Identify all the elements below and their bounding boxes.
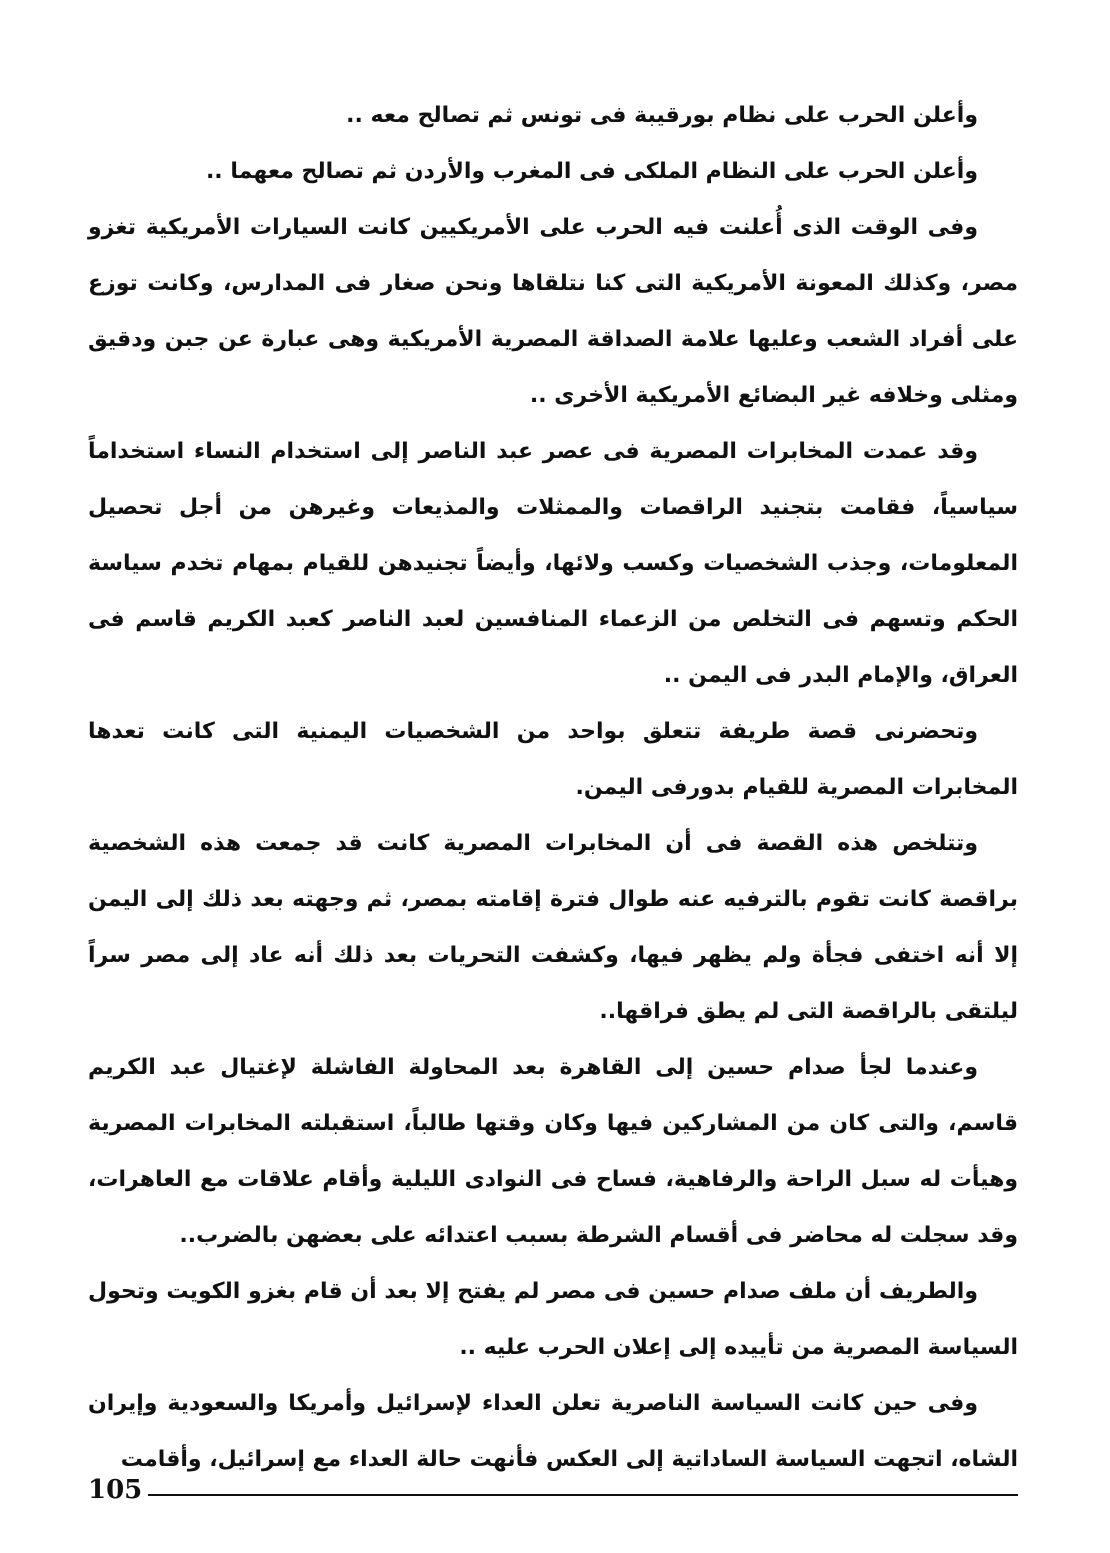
paragraph-5: وتحضرنى قصة طريفة تتعلق بواحد من الشخصيات اليمنية التى كانت تعدها المخابرات المصرية للقيام بدورفى اليمن.: [88, 719, 1018, 800]
paragraph-2: وأعلن الحرب على النظام الملكى فى المغرب والأردن ثم تصالح معهما ..: [205, 159, 978, 184]
text-block: [88, 88, 1018, 1488]
paragraph-6: وتتلخص هذه القصة فى أن المخابرات المصرية كانت قد جمعت هذه الشخصية براقصة كانت تقوم بالترفيه عنه طوال فترة إقامته بمصر، ثم وجهته بعد ذلك إلى اليمن إلا أنه اختفى فجأة ولم يظهر فيها، وكشفت التحريات بعد ذلك أنه عاد إلى مصر سراً ليلتقى بالراقصة التى لم يطق فراقها..: [88, 831, 1018, 1024]
paragraph-9: وفى حين كانت السياسة الناصرية تعلن العداء لإسرائيل وأمريكا والسعودية وإيران الشاه، اتجهت السياسة الساداتية إلى العكس فأنهت حالة العداء مع إسرائيل، وأقامت: [88, 1391, 1018, 1472]
paragraph-8: والطريف أن ملف صدام حسين فى مصر لم يفتح إلا بعد أن قام بغزو الكويت وتحول السياسة المصرية من تأييده إلى إعلان الحرب عليه ..: [88, 1279, 1018, 1360]
paragraph-1: وأعلن الحرب على نظام بورقيبة فى تونس ثم تصالح معه ..: [346, 103, 978, 128]
footer-rule: [148, 1494, 1018, 1496]
page-footer: [88, 1470, 1018, 1510]
page-number: 105: [88, 1475, 143, 1505]
paragraph-4: وقد عمدت المخابرات المصرية فى عصر عبد الناصر إلى استخدام النساء استخداماً سياسياً، فقامت بتجنيد الراقصات والممثلات والمذيعات وغيرهن من أجل تحصيل المعلومات، وجذب الشخصيات وكسب ولائها، وأيضاً تجنيدهن للقيام بمهام تخدم سياسة الحكم وتسهم فى التخلص من الزعماء المنافسين لعبد الناصر كعبد الكريم قاسم فى العراق، والإمام البدر فى اليمن ..: [88, 439, 1018, 688]
paragraph-7: وعندما لجأ صدام حسين إلى القاهرة بعد المحاولة الفاشلة لإغتيال عبد الكريم قاسم، والتى كان من المشاركين فيها وكان وقتها طالباً، استقبلته المخابرات المصرية وهيأت له سبل الراحة والرفاهية، فساح فى النوادى الليلية وأقام علاقات مع العاهرات، وقد سجلت له محاضر فى أقسام الشرطة بسبب اعتدائه على بعضهن بالضرب..: [88, 1055, 1018, 1248]
page-body: [88, 88, 1018, 1488]
paragraph-3: وفى الوقت الذى أُعلنت فيه الحرب على الأمريكيين كانت السيارات الأمريكية تغزو مصر، وكذلك المعونة الأمريكية التى كنا نتلقاها ونحن صغار فى المدارس، وكانت توزع على أفراد الشعب وعليها علامة الصداقة المصرية الأمريكية وهى عبارة عن جبن ودقيق ومثلى وخلافه غير البضائع الأمريكية الأخرى ..: [88, 215, 1018, 408]
